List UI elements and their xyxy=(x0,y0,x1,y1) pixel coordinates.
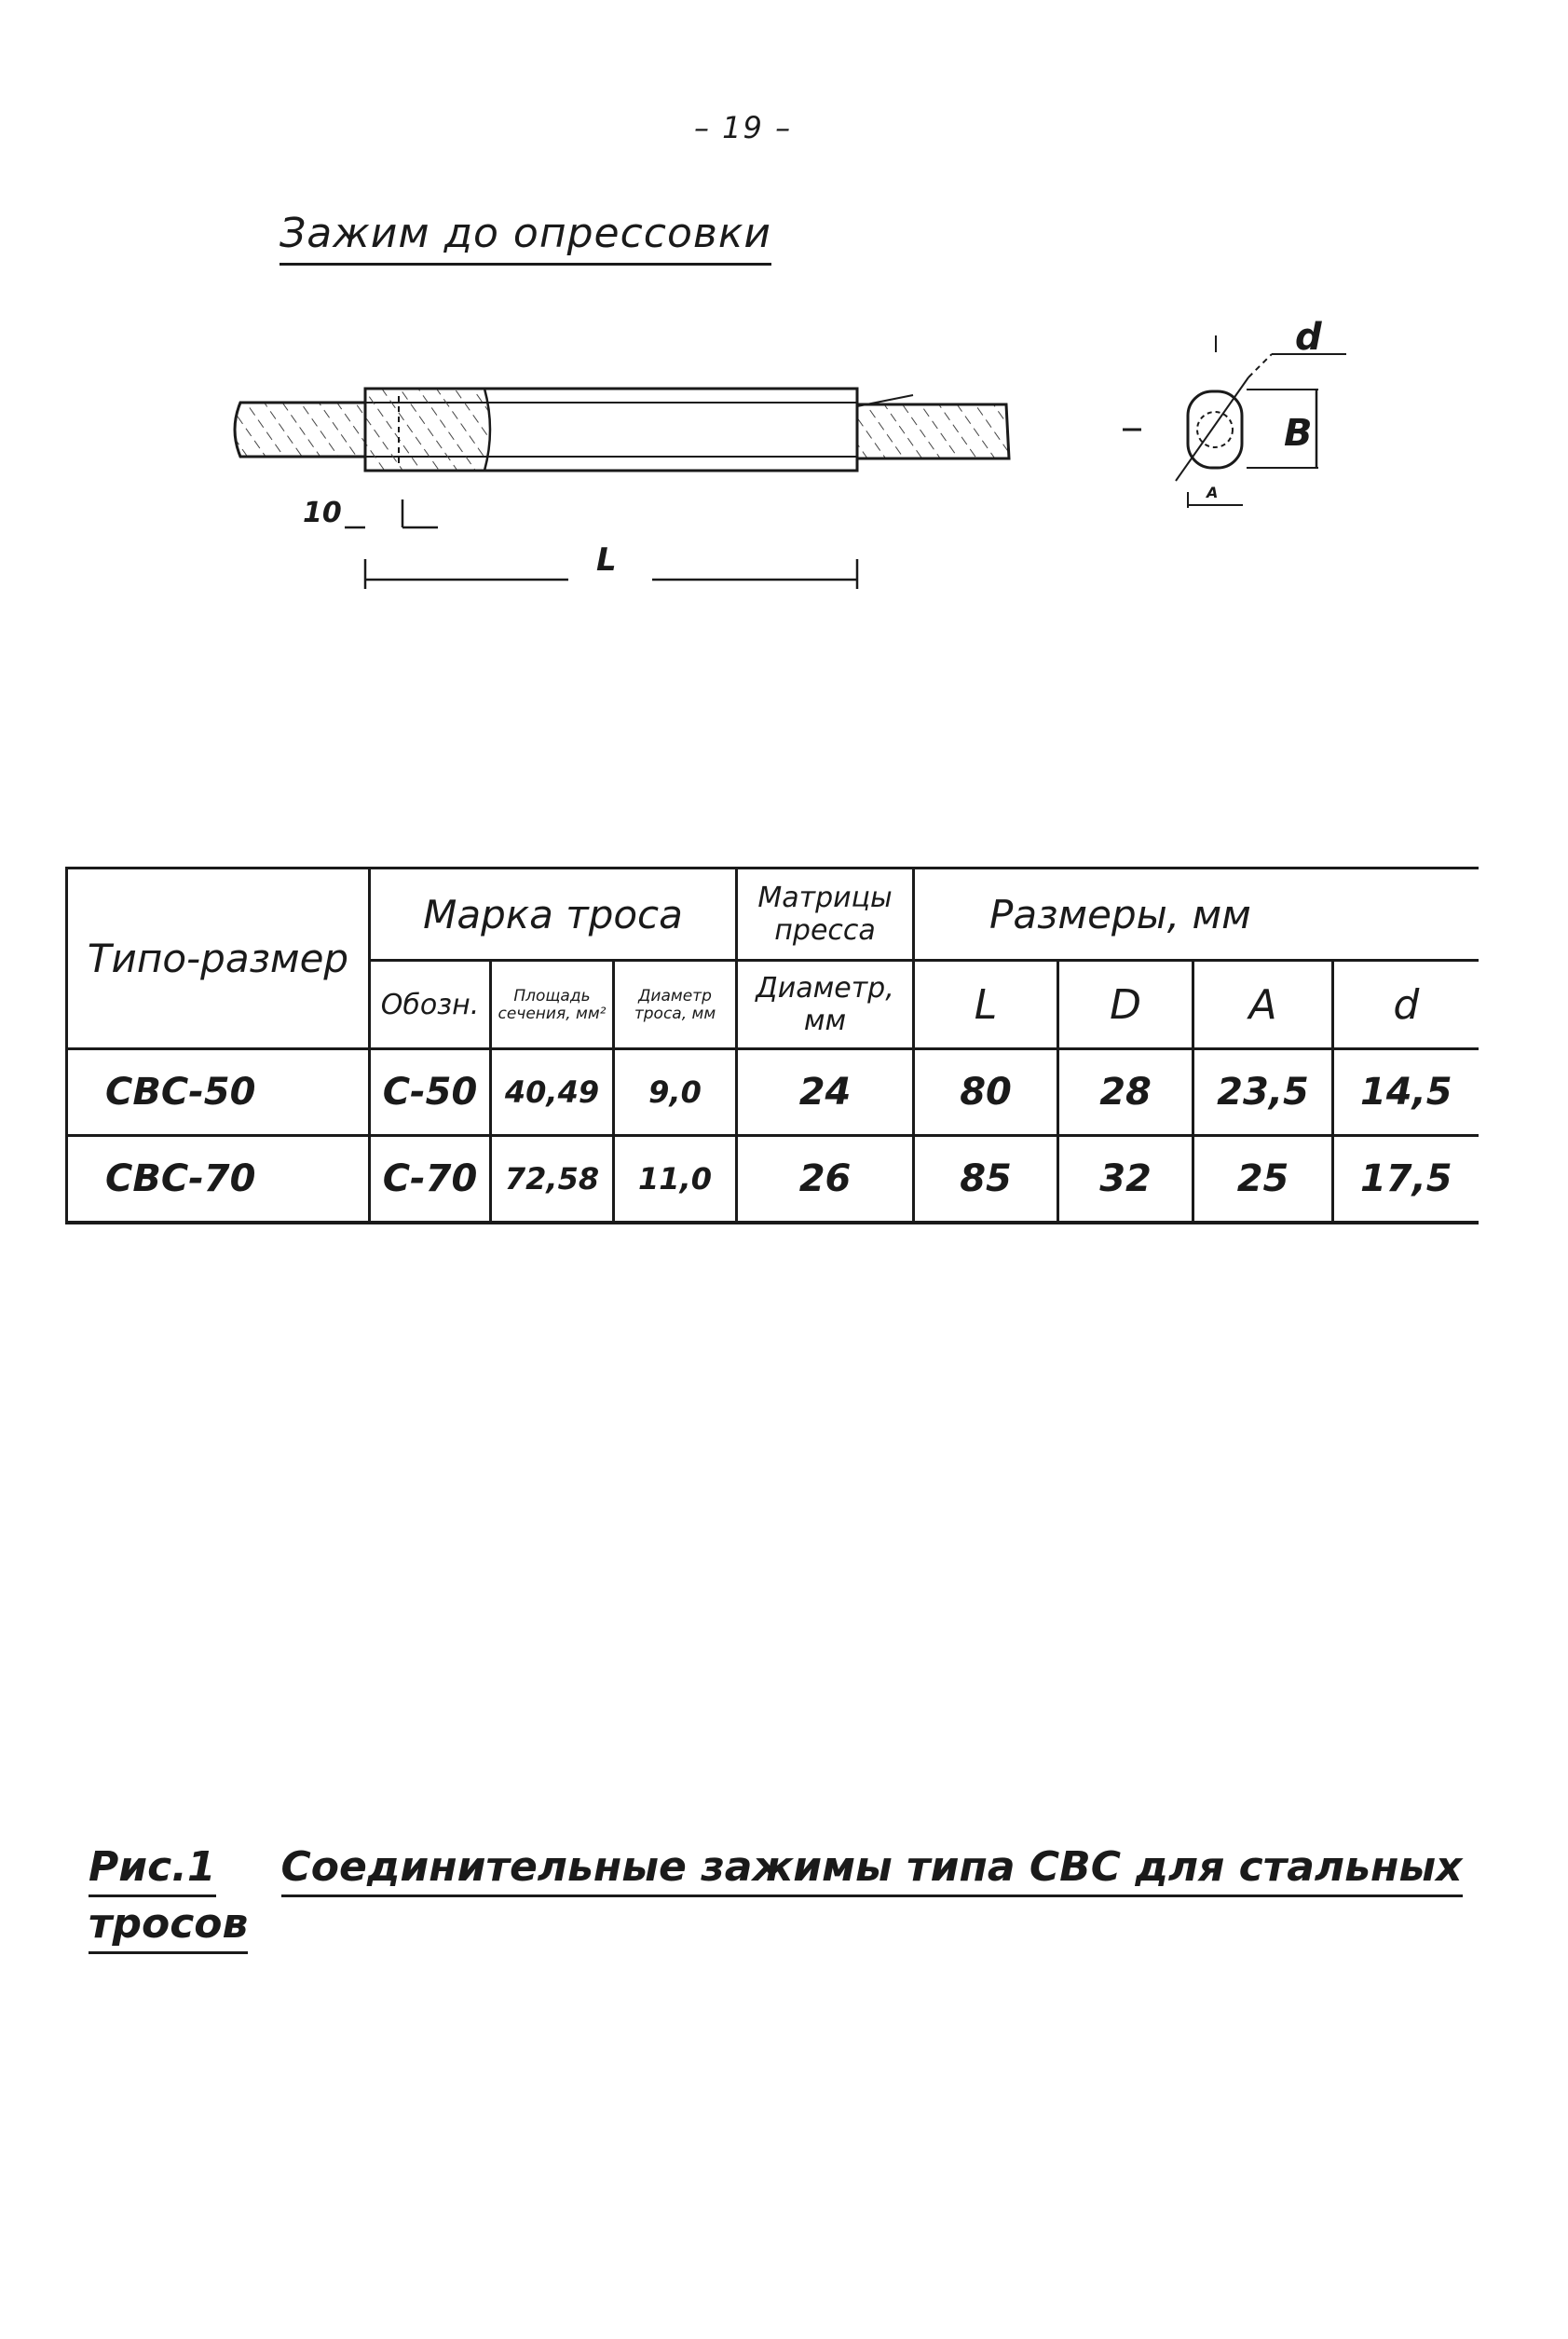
cell-die-diameter: 24 xyxy=(737,1049,914,1136)
figure-number: Рис.1 xyxy=(89,1843,216,1897)
header-outer-diameter: D xyxy=(1058,961,1193,1049)
cell-die-diameter: 26 xyxy=(737,1136,914,1224)
dimension-length-label: L xyxy=(596,541,617,579)
header-rope-grade: Марка троса xyxy=(370,869,737,961)
cell-typesize: СВС-50 xyxy=(67,1049,370,1136)
header-designation: Обозн. xyxy=(370,961,491,1049)
dimension-width-label: A xyxy=(1207,484,1219,501)
header-typesize: Типо-размер xyxy=(67,869,370,1049)
cell-length: 85 xyxy=(914,1136,1058,1224)
cell-width: 23,5 xyxy=(1193,1049,1333,1136)
table-row xyxy=(67,1136,1479,1224)
header-rope-diameter: Диаметр троса, мм xyxy=(614,961,737,1049)
header-width: A xyxy=(1193,961,1333,1049)
clamp-sleeve xyxy=(365,389,857,471)
cell-designation: С-70 xyxy=(370,1136,491,1224)
spec-table xyxy=(65,867,1479,1224)
cell-section-area: 72,58 xyxy=(491,1136,614,1224)
cross-section-view xyxy=(1123,316,1346,508)
dimension-wire-diameter-label: d xyxy=(1295,316,1322,359)
dimension-offset xyxy=(303,497,438,529)
rope-right xyxy=(857,395,1009,458)
header-dimensions: Размеры, мм xyxy=(914,869,1479,961)
header-press-dies: Матрицы пресса xyxy=(737,869,914,961)
drawing-title: Зажим до опрессовки xyxy=(280,210,771,266)
cell-outer-diameter: 32 xyxy=(1058,1136,1193,1224)
cell-designation: С-50 xyxy=(370,1049,491,1136)
cell-outer-diameter: 28 xyxy=(1058,1049,1193,1136)
cell-rope-diameter: 9,0 xyxy=(614,1049,737,1136)
header-length: L xyxy=(914,961,1058,1049)
cell-typesize: СВС-70 xyxy=(67,1136,370,1224)
cell-wire-diameter: 14,5 xyxy=(1333,1049,1479,1136)
cell-wire-diameter: 17,5 xyxy=(1333,1136,1479,1224)
dimension-length xyxy=(365,541,857,589)
cell-width: 25 xyxy=(1193,1136,1333,1224)
cell-section-area: 40,49 xyxy=(491,1049,614,1136)
header-die-diameter: Диаметр, мм xyxy=(737,961,914,1049)
header-section-area: Площадь сечения, мм² xyxy=(491,961,614,1049)
cell-length: 80 xyxy=(914,1049,1058,1136)
table-row xyxy=(67,1049,1479,1136)
figure-caption xyxy=(89,1840,1486,1951)
clamp-drawing xyxy=(0,0,1568,652)
dimension-offset-label: 10 xyxy=(303,497,342,529)
header-wire-diameter: d xyxy=(1333,961,1479,1049)
cell-rope-diameter: 11,0 xyxy=(614,1136,737,1224)
rope-left xyxy=(235,403,368,457)
figure-caption-text: Соединительные зажимы типа СВС для стальных тросов xyxy=(89,1843,1463,1954)
dimension-height-label: B xyxy=(1284,412,1313,455)
page-number: – 19 – xyxy=(694,110,793,145)
